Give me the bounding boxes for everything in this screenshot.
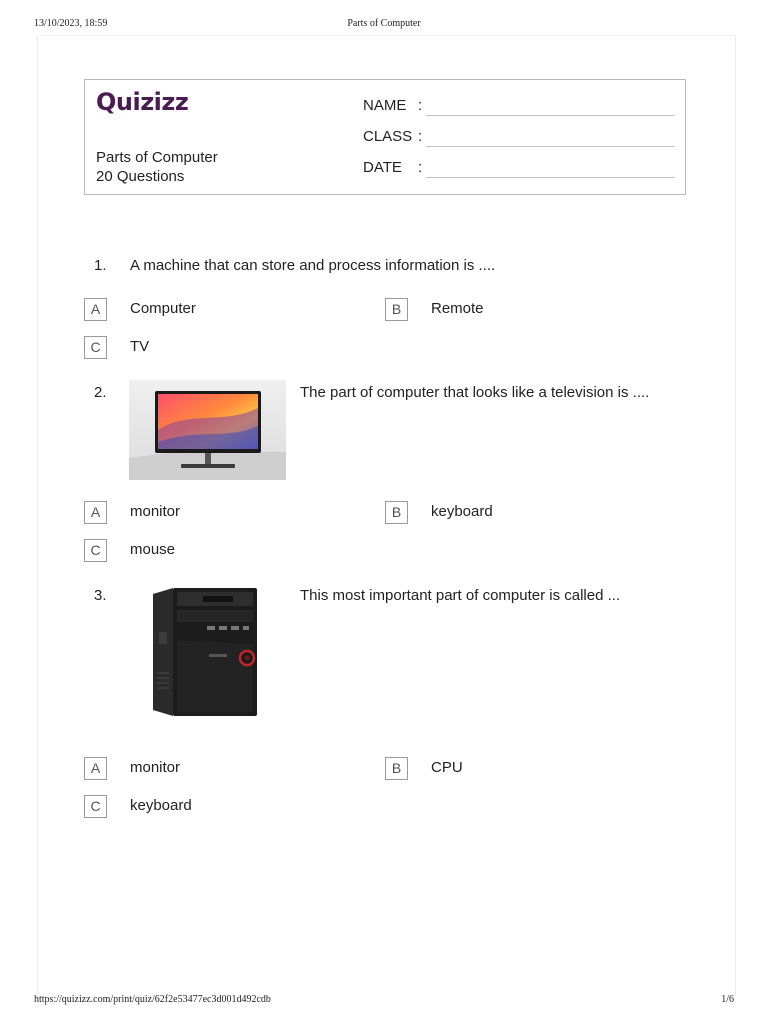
date-label: DATE: [363, 159, 402, 176]
question-text: A machine that can store and process information is ....: [130, 257, 496, 274]
date-line: [426, 177, 675, 178]
quiz-info-box: [84, 79, 686, 195]
question-number: 2.: [94, 384, 107, 401]
print-page-title: Parts of Computer: [347, 18, 421, 29]
option-text: CPU: [431, 759, 463, 776]
option-text: Remote: [431, 300, 484, 317]
option-letter-c: C: [84, 795, 107, 818]
question-text: The part of computer that looks like a television is ....: [300, 384, 650, 401]
monitor-image: [129, 380, 286, 480]
question-count: 20 Questions: [96, 168, 185, 185]
print-url: https://quizizz.com/print/quiz/62f2e53477ec3d001d492cdb: [34, 994, 271, 1005]
option-letter-a: A: [84, 501, 107, 524]
option-text: Computer: [130, 300, 196, 317]
name-line: [426, 115, 675, 116]
date-field: DATE :: [363, 159, 675, 179]
option-text: keyboard: [130, 797, 192, 814]
option-text: keyboard: [431, 503, 493, 520]
option-letter-b: B: [385, 757, 408, 780]
option-letter-b: B: [385, 501, 408, 524]
option-letter-a: A: [84, 298, 107, 321]
quizizz-logo: Quizizz: [96, 88, 189, 116]
option-text: TV: [130, 338, 150, 355]
option-letter-b: B: [385, 298, 408, 321]
question-number: 1.: [94, 257, 107, 274]
monitor-illustration: [129, 380, 286, 480]
option-letter-c: C: [84, 336, 107, 359]
class-line: [426, 146, 675, 147]
name-field: NAME :: [363, 97, 675, 117]
option-letter-c: C: [84, 539, 107, 562]
option-letter-a: A: [84, 757, 107, 780]
print-datetime: 13/10/2023, 18:59: [34, 18, 108, 29]
name-label: NAME: [363, 97, 407, 114]
option-text: monitor: [130, 503, 181, 520]
cpu-tower-illustration: [129, 582, 286, 736]
option-text: monitor: [130, 759, 181, 776]
cpu-tower-image: [129, 582, 286, 736]
question-text: This most important part of computer is called ...: [300, 587, 621, 604]
option-text: mouse: [130, 541, 176, 558]
question-number: 3.: [94, 587, 107, 604]
class-field: CLASS :: [363, 128, 675, 148]
print-page-number: 1/6: [721, 994, 734, 1005]
quiz-title: Parts of Computer: [96, 149, 218, 166]
class-label: CLASS: [363, 128, 413, 145]
